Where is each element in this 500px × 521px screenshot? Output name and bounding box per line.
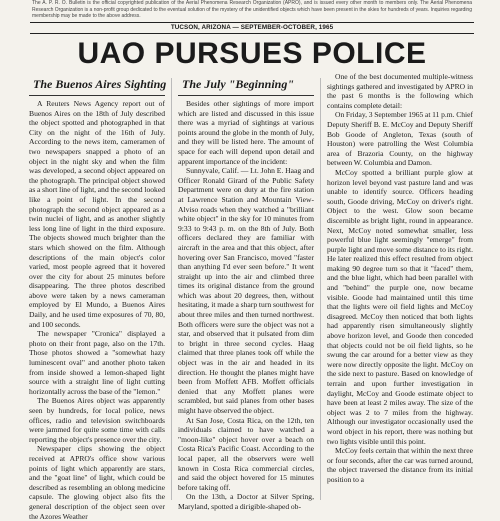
article-paragraph: Sunnyvale, Calif. — Lt. John E. Haag and Officer Ronald Girard of the Public Safety Department were on duty at the fire station at Lawrence Station and Mountain View-Alviso roads when they watched a "brilliant white object" in the sky for 10 minutes from 9:33 to 9:43 p. m. on the 8th of July. Both officers declared they are familiar with aircraft in the area and that this object, after hovering over San Francisco, moved "faster than anything I'd ever seen before." It went straight up into the air and climbed three times its original distance from the ground which was about 20 degrees, then, without hesitating, it made a sharp turn southwest for about three miles and then turned northwest. Both officers were sure the object was not a star, and observed that it pulsated from dim to bright in three second cycles. Haag claimed that three planes took off while the object was in the air and headed in its direction. He thought the planes might have been from Moffett AFB. Moffett officials denied that any Moffett planes were scrambled, but said planes from other bases might have observed the object. — [178, 166, 314, 415]
dateline: TUCSON, ARIZONA — SEPTEMBER-OCTOBER, 1965 — [170, 24, 334, 31]
article-paragraph: On Friday, 3 September 1965 at 11 p.m. Chief Deputy Sheriff B. E. McCoy and Deputy Sheriff Bob Goode of Angleton, Texas (south of Houston) were patrolling the West Columbia area of Brazoria County, on the highway between W. Columbia and Damon. — [327, 110, 473, 168]
article-column-buenos-aires — [29, 75, 167, 521]
column-divider-1 — [171, 78, 172, 500]
column-heading-july-beginning: The July "Beginning" — [178, 75, 314, 96]
article-paragraph: McCoy spotted a brilliant purple glow at horizon level beyond vast pasture land and was unable to identify source. Officers heading south, Goode driving, McCoy on driver's right. Object to the west. Glow soon became discernible as bright light, round in appearance. Next, McCoy noted somewhat smaller, less powerful blue light seemingly "emerge" from purple light and move some distance to its right. He later realized this effect resulted from object making 90 degree turn so that it "faced" them, and the blue light, which had been parallel with and "behind" the purple one, now became visible. Goode had maintained until this time that the lights were oil field lights and McCoy disagreed. McCoy then noticed that both lights had apparently risen simultaneously slightly above horizon level, and Goode then conceded that objects could not be oil field lights, so he swung the car around for a better view as they were now directly opposite the light. McCoy on the side next to pasture. Based on knowledge of terrain and upon further investigation in daylight, McCoy and Goode estimate object to have been at least 2 miles away. The size of the object was 2 to 7 miles from the highway. Although our investigator occasionally used the word object in his report, there was nothing but two lights visible until this point. — [327, 167, 473, 446]
article-paragraph: Besides other sightings of more import which are listed and discussed in this issue there was a myriad of sightings at various points around the globe in the month of July, and they will be listed here. The amount of space for each will depend upon detail and apparent importance of the incident: — [178, 99, 314, 166]
masthead-notice: The A. P. R. O. Bulletin is the official copyrighted publication of the Aerial Phenomena Research Organization (APRO), and is issued every other month to members only. The Aerial Phenomena Research Organization is a non-profit group dedicated to the eventual solution of the mystery of the unidentified objects which have been present in the skies for hundreds of years. Inquiries regarding membership may be made to the above address. — [32, 0, 472, 19]
article-paragraph: One of the best documented multiple-witness sightings gathered and investigated by APRO in the past 6 months is the following which contains complete detail: — [327, 72, 473, 110]
article-paragraph: Newspaper clips showing the object received at APRO's office show various points of light which apparently are stars, and the "goat line" of light, which could be described as resembling an oblong medicine capsule. The glowing object also fits the general description of the object seen over the Azores Weather — [29, 444, 165, 521]
article-column-july-beginning — [178, 75, 314, 511]
article-column-texas-sighting — [327, 72, 473, 500]
article-paragraph: The Buenos Aires object was apparently seen by hundreds, for local police, news offices, radio and television switchboards were jammed for quite some time with calls reporting the object's presence over the city. — [29, 396, 165, 444]
article-paragraph: On the 13th, a Doctor at Silver Spring, Maryland, spotted a dirigible-shaped ob- — [178, 492, 314, 511]
article-paragraph: The newspaper "Cronica" displayed a photo on their front page, also on the 17th. Those photos showed a "somewhat hazy luminescent oval" and another photo taken from inside showed a lemon-shaped light source with a straight line of light cutting horizontally across the base of the "lemon." — [29, 329, 165, 396]
article-paragraph: At San Jose, Costa Rica, on the 12th, ten individuals claimed to have watched a "moon-like" object hover over a beach on Costa Rica's Pacific Coast. According to the local paper, all the observers were well known in Costa Rica commercial circles, and said the object hovered for 15 minutes before taking off. — [178, 415, 314, 492]
column-divider-2 — [320, 78, 321, 500]
page-headline: UAO PURSUES POLICE — [77, 37, 427, 70]
column-heading-buenos-aires: The Buenos Aires Sighting — [29, 75, 165, 96]
article-paragraph: McCoy feels certain that within the next three or four seconds, after the car was turned around, the object traversed the distance from its initial position to a — [327, 446, 473, 484]
article-paragraph: A Reuters News Agency report out of Buenos Aires on the 18th of July described the object spotted and photographed in that City on the night of the 16th of July. According to the news item, cameramen of two newspapers snapped a photo of an object in the night sky and when the film was developed, a second object appeared on the photograph. The principal object showed as a short line of light, and the second looked like a point of light. In the second photograph the second object appeared as a twin nuclei of light, and as another slightly less long line of light in the third exposure. The objects showed much brighter than the stars which showed on the film. Although descriptions of the main object's color varied, most people agreed that it hovered over the city for about 25 minutes before disappearing. The three photos described above were taken by a news cameraman employed by El Mundo, a Buenos Aires Daily, and he used time exposures of 70, 80, and 100 seconds. — [29, 99, 165, 329]
masthead-rule-bottom — [30, 33, 474, 34]
